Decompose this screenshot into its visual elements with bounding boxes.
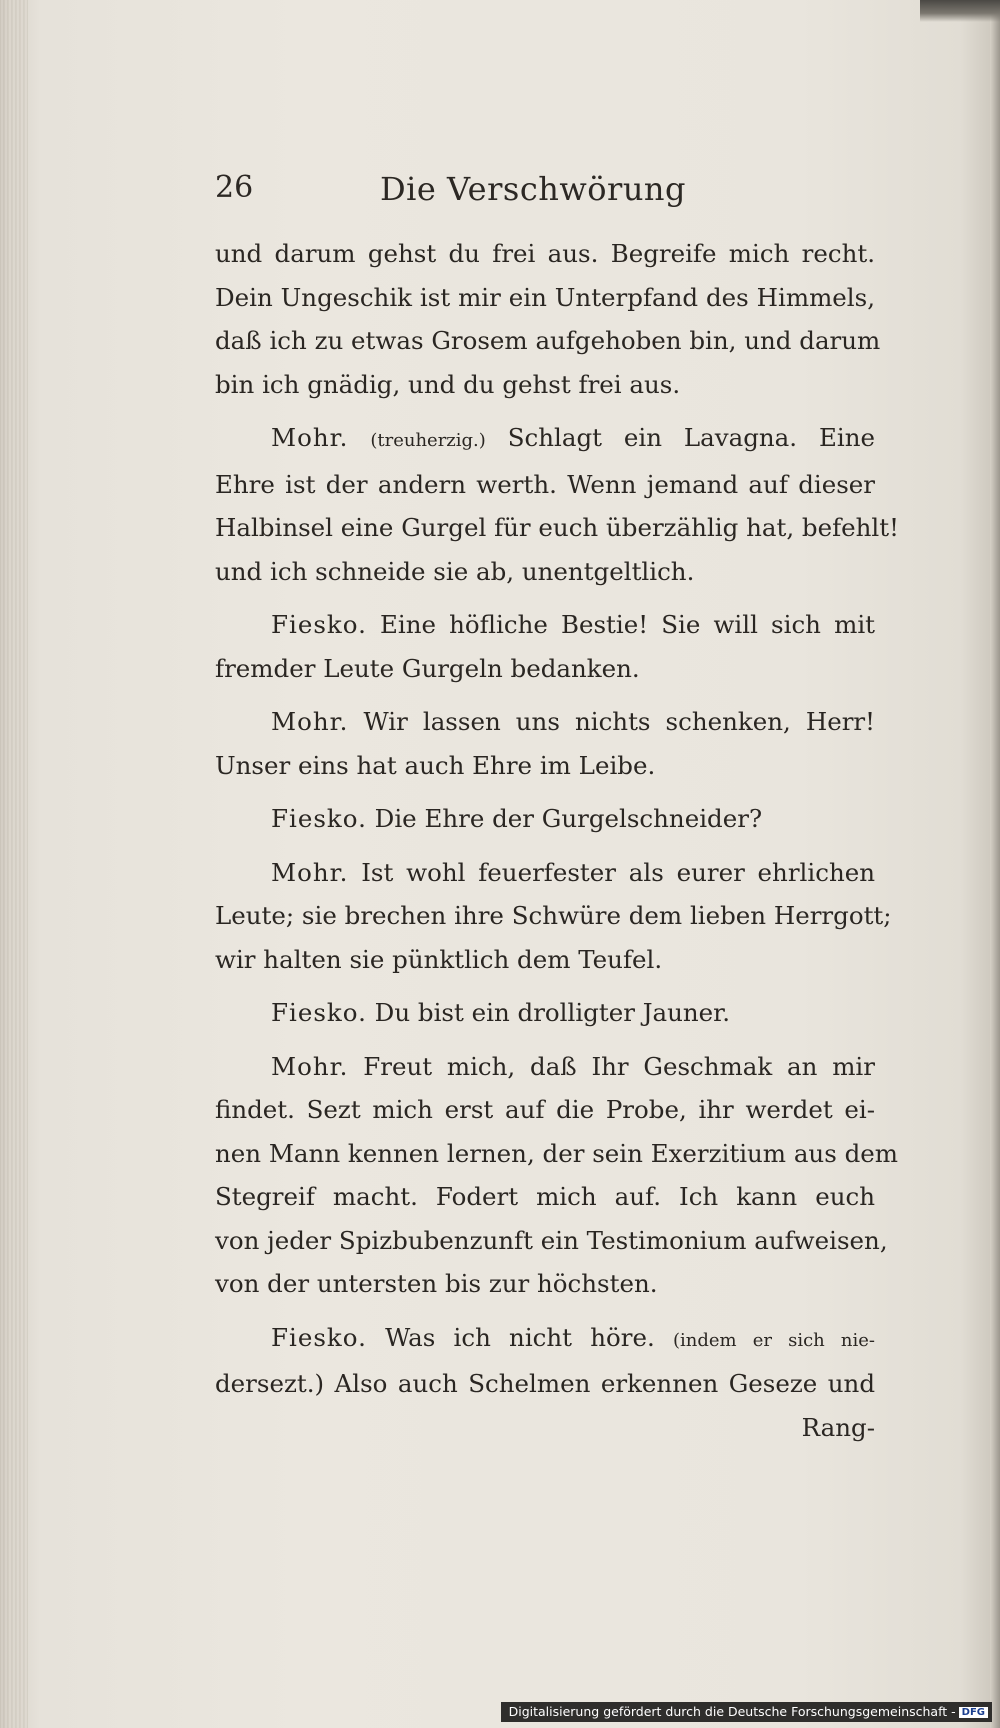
text-line — [215, 991, 875, 1035]
stage-direction: (indem er sich nie- — [672, 1329, 875, 1351]
paragraph — [215, 851, 892, 982]
speaker-name: Mohr. — [271, 423, 349, 452]
paragraph — [215, 232, 881, 406]
paragraph — [215, 1316, 875, 1450]
speech-text: Schlagt ein Lavagna. Eine — [507, 423, 875, 452]
speaker-name: Fiesko. — [271, 998, 367, 1027]
dfg-logo: DFG — [959, 1707, 988, 1718]
speaker-name: Fiesko. — [271, 610, 367, 639]
text-line — [215, 700, 875, 744]
text-line: nen Mann kennen lernen, der sein Exerzitium aus dem — [215, 1138, 898, 1168]
text-block — [215, 232, 899, 1449]
catchword: Rang- — [801, 1412, 875, 1442]
text-line: von jeder Spizbubenzunft ein Testimonium aufweisen, — [215, 1225, 888, 1255]
text-line: dersezt.) Also auch Schelmen erkennen Geseze und — [215, 1369, 875, 1398]
speech-text: Wir lassen uns nichts schenken, Herr! — [363, 707, 875, 736]
text-line — [215, 797, 875, 841]
page-gutter-edge — [0, 0, 28, 1728]
speaker-name: Mohr. — [271, 707, 349, 736]
speaker-name: Mohr. — [271, 857, 349, 887]
speech-text: Du bist ein drolligter Jauner. — [374, 998, 730, 1027]
paragraph — [215, 416, 899, 593]
text-line: findet. Sezt mich erst auf die Probe, ihr werdet ei- — [215, 1095, 875, 1124]
running-head: Die Verschwörung — [380, 170, 687, 208]
text-line: Halbinsel eine Gurgel für euch überzählig hat, befehlt! — [215, 513, 899, 542]
paragraph — [215, 797, 875, 841]
text-line: und darum gehst du frei aus. Begreife mich recht. — [215, 239, 875, 268]
speech-text: Die Ehre der Gurgelschneider? — [374, 804, 763, 833]
paragraph — [215, 603, 875, 690]
speech-text: Freut mich, daß Ihr Geschmak an mir — [363, 1051, 875, 1081]
speaker-name: Fiesko. — [271, 1322, 367, 1352]
text-line: Dein Ungeschik ist mir ein Unterpfand des Himmels, — [215, 282, 875, 312]
text-line — [215, 1045, 875, 1089]
text-line: Ehre ist der andern werth. Wenn jemand auf dieser — [215, 469, 875, 499]
text-line: bin ich gnädig, und du gehst frei aus. — [215, 369, 681, 399]
text-line: Leute; sie brechen ihre Schwüre dem lieben Herrgott; — [215, 901, 892, 930]
digitization-credit — [501, 1702, 992, 1722]
speech-text: Eine höfliche Bestie! Sie will sich mit — [380, 610, 876, 639]
text-line: wir halten sie pünktlich dem Teufel. — [215, 944, 663, 974]
paragraph — [215, 1045, 898, 1306]
text-line — [215, 603, 875, 647]
speech-text: Ist wohl feuerfester als eurer ehrlichen — [361, 857, 876, 887]
speaker-name: Mohr. — [271, 1051, 349, 1081]
page-header — [215, 170, 715, 214]
scan-corner-shadow — [920, 0, 1000, 22]
text-line: Stegreif macht. Fodert mich auf. Ich kann euch — [215, 1182, 875, 1211]
text-line — [215, 416, 875, 463]
speech-text: Was ich nicht höre. — [385, 1322, 655, 1352]
text-line — [215, 1316, 875, 1363]
paragraph — [215, 991, 875, 1035]
text-line: fremder Leute Gurgeln bedanken. — [215, 653, 640, 683]
text-line — [215, 851, 875, 895]
text-line: von der untersten bis zur höchsten. — [215, 1269, 658, 1298]
text-line: daß ich zu etwas Grosem aufgehoben bin, und darum — [215, 326, 881, 355]
speaker-name: Fiesko. — [271, 804, 367, 833]
text-line: und ich schneide sie ab, unentgeltlich. — [215, 556, 695, 586]
paragraph — [215, 700, 875, 787]
page-number: 26 — [215, 170, 254, 205]
credit-text: Digitalisierung gefördert durch die Deutsche Forschungsgemeinschaft - — [508, 1704, 956, 1719]
text-line: Unser eins hat auch Ehre im Leibe. — [215, 750, 656, 780]
page-right-edge — [990, 0, 1000, 1728]
stage-direction: (treuherzig.) — [370, 430, 486, 451]
